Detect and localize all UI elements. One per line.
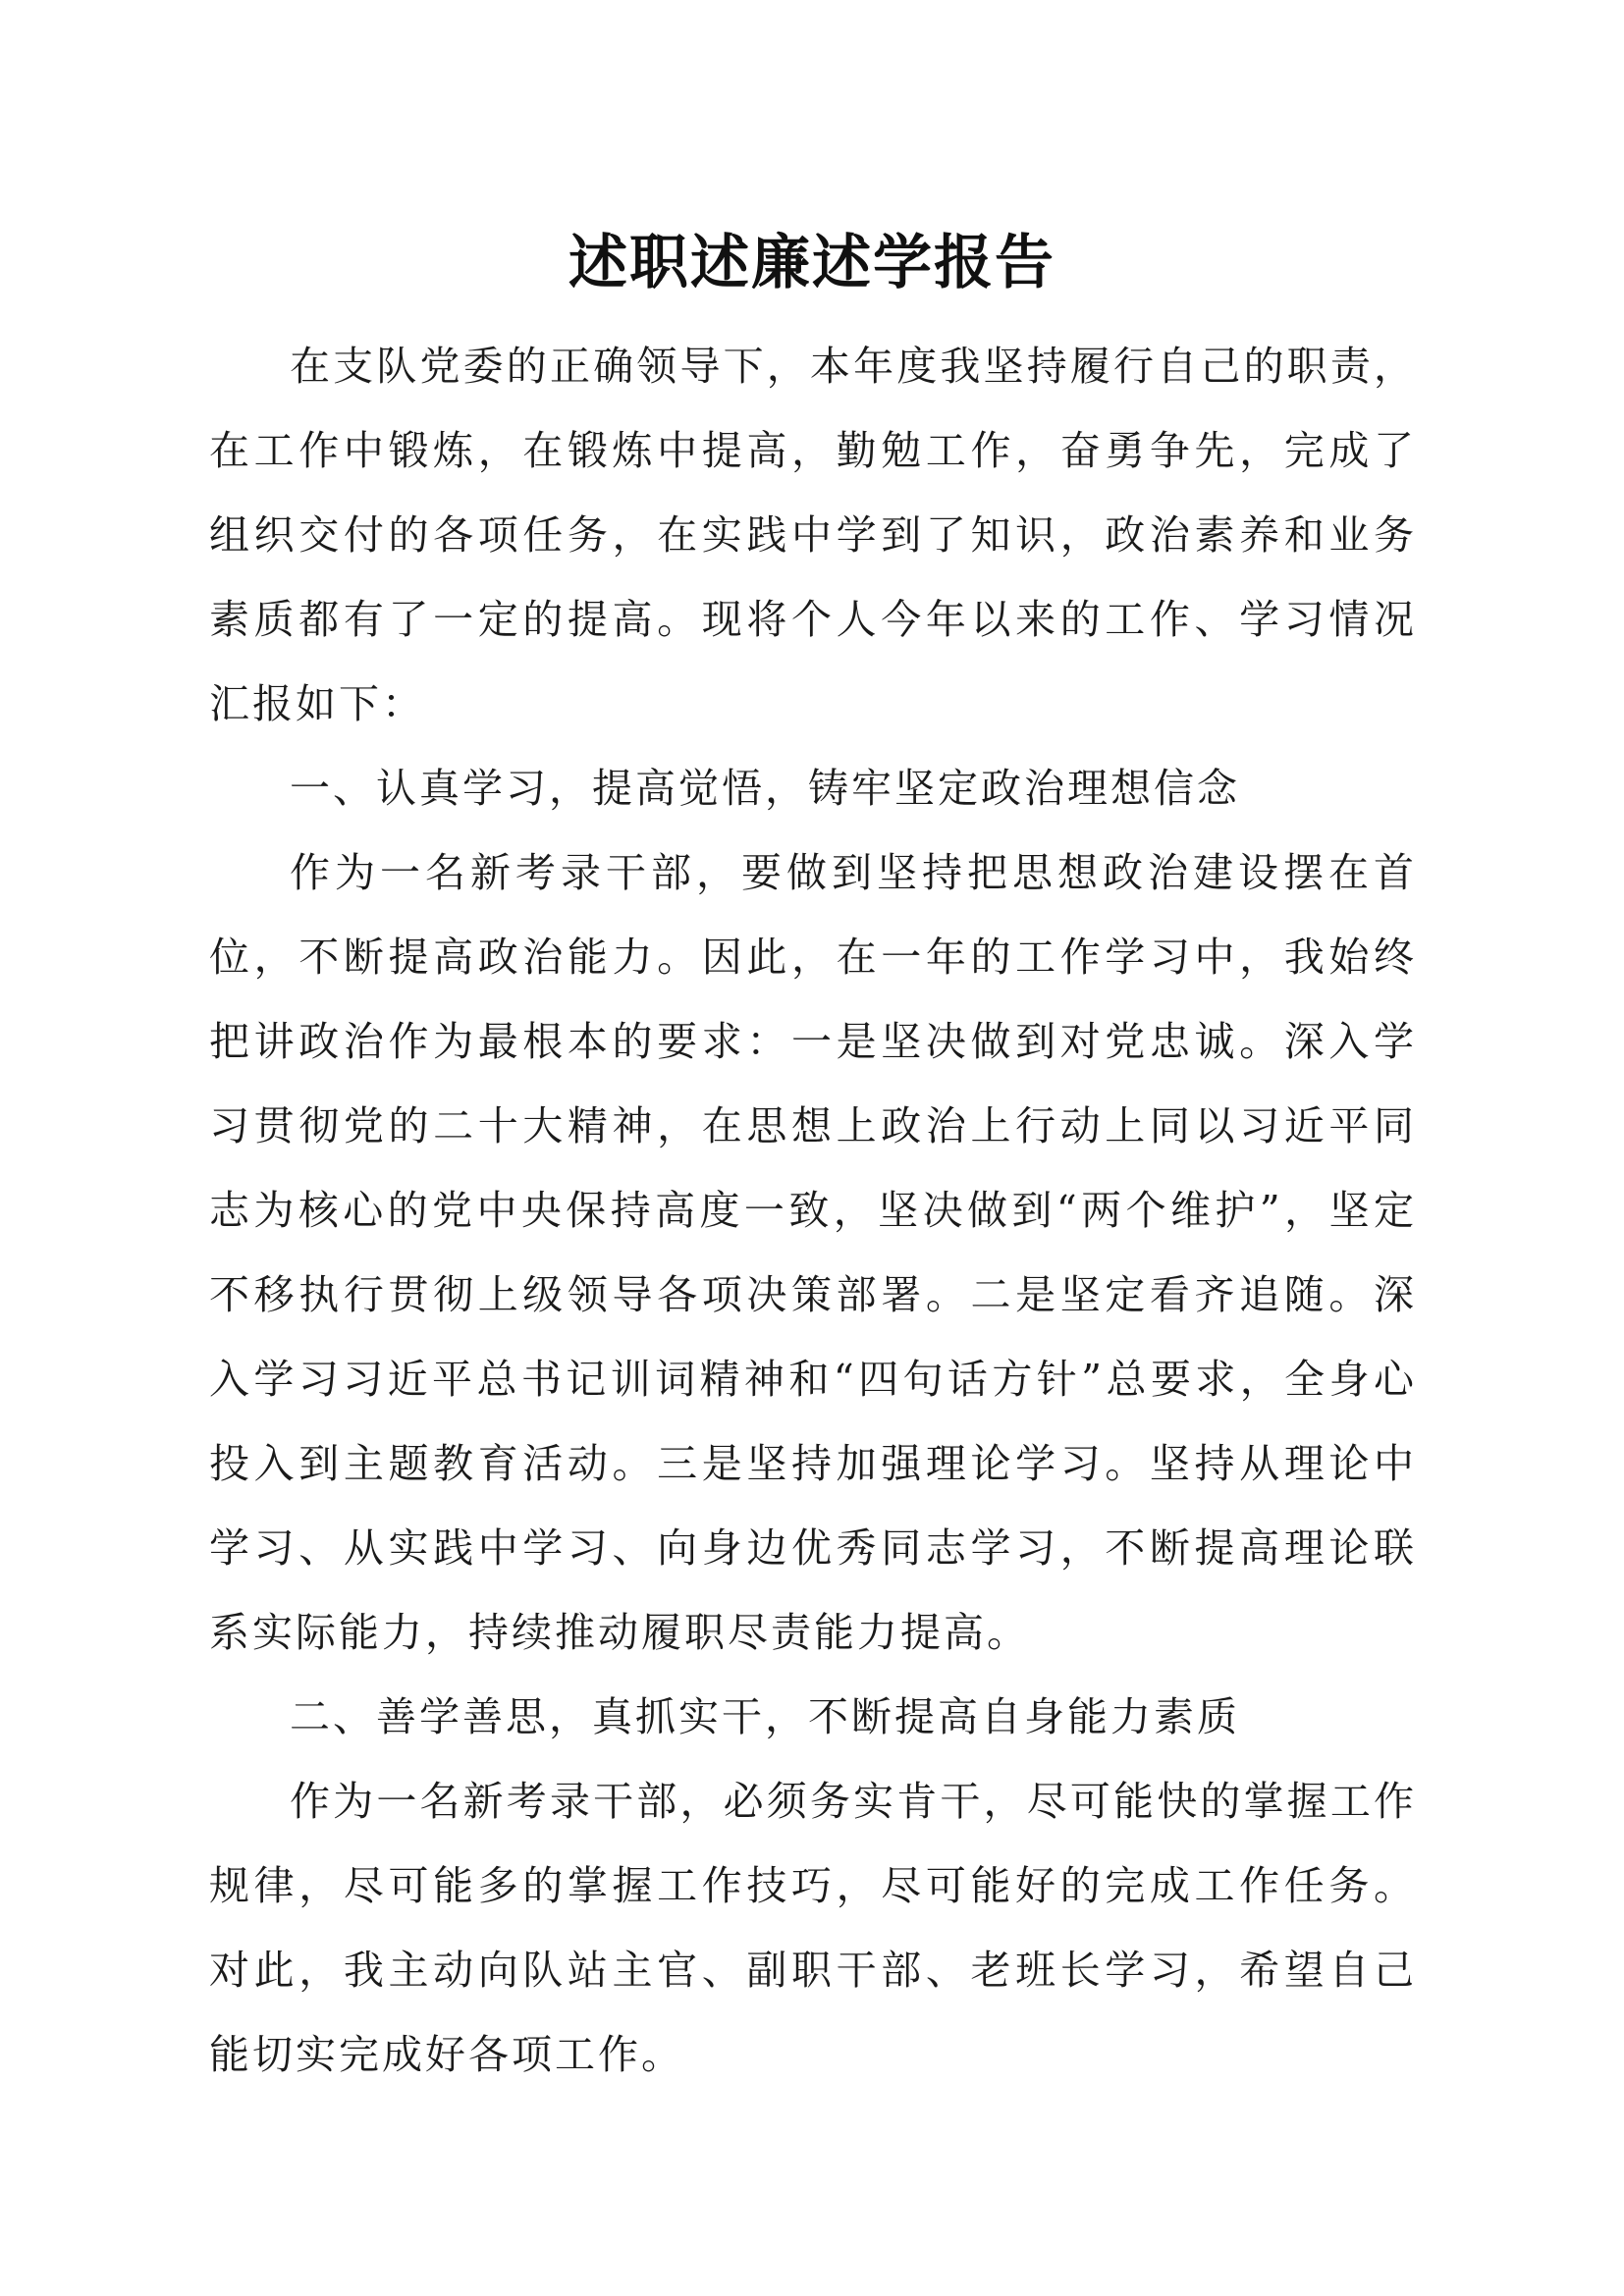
document-body xyxy=(209,324,1417,2097)
section-1-paragraph: 作为一名新考录干部，要做到坚持把思想政治建设摆在首位，不断提高政治能力。因此，在一年的工作学习中，我始终把讲政治作为最根本的要求：一是坚决做到对党忠诚。深入学习贯彻党的二十大精神，在思想上政治上行动上同以习近平同志为核心的党中央保持高度一致，坚决做到“两个维护”，坚定不移执行贯彻上级领导各项决策部署。二是坚定看齐追随。深入学习习近平总书记训词精神和“四句话方针”总要求，全身心投入到主题教育活动。三是坚持加强理论学习。坚持从理论中学习、从实践中学习、向身边优秀同志学习，不断提高理论联系实际能力，持续推动履职尽责能力提高。 xyxy=(209,849,1417,1656)
intro-paragraph: 在支队党委的正确领导下，本年度我坚持履行自己的职责，在工作中锻炼，在锻炼中提高，勤勉工作，奋勇争先，完成了组织交付的各项任务，在实践中学到了知识，政治素养和业务素质都有了一定的提高。现将个人今年以来的工作、学习情况汇报如下： xyxy=(209,343,1417,727)
section-heading-2: 二、善学善思，真抓实干，不断提高自身能力素质 xyxy=(290,1693,1240,1740)
section-2-paragraph: 作为一名新考录干部，必须务实肯干，尽可能快的掌握工作规律，尽可能多的掌握工作技巧，尽可能好的完成工作任务。对此，我主动向队站主官、副职干部、老班长学习，希望自己能切实完成好各项工作。 xyxy=(209,1778,1417,2078)
section-heading-1: 一、认真学习，提高觉悟，铸牢坚定政治理想信念 xyxy=(290,765,1240,812)
document-title: 述职述廉述学报告 xyxy=(568,229,1056,297)
